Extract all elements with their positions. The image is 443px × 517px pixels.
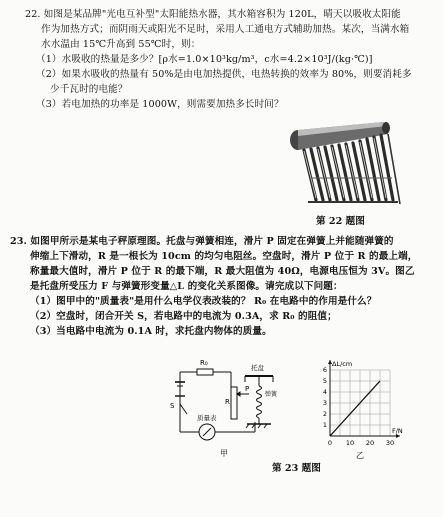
q22-line-1: 22. 如图是某品牌"光电互补型"太阳能热水器，其水箱容积为 120L，晴天以吸收太阳能 (25, 9, 401, 20)
mass-meter-label: 质量表 (197, 414, 217, 422)
x-tick-label: 30 (385, 439, 395, 447)
series-line (330, 381, 380, 436)
figure-jia-caption: 甲 (220, 449, 228, 458)
x-tick-label: 0 (327, 439, 333, 447)
r0-label: R₀ (200, 359, 208, 367)
figure-23-caption: 第 23 题图 (272, 463, 321, 474)
q22-line-4: （1）水吸收的热量是多少？[ρ水=1.0×10³kg/m³，c水=4.2×10³J/(kg·℃)] (36, 54, 373, 65)
y-axis-label: ΔL/cm (332, 360, 353, 368)
y-tick-label: 5 (322, 377, 327, 385)
solar-water-heater-image (288, 118, 406, 208)
figure-yi-caption: 乙 (356, 451, 364, 460)
q22-line-3: 水水温由 15℃升高到 55℃时，则： (41, 39, 201, 50)
resistor-r-label: R (225, 398, 230, 406)
q22-line-6: 少千瓦时的电能？ (50, 84, 128, 95)
x-tick-label: 20 (365, 439, 375, 447)
q23-line-2: 伸缩上下滑动，R 是一根长为 10cm 的均匀电阻丝。空盘时，滑片 P 位于 R 的最上端， (30, 251, 418, 262)
spring-label: 弹簧 (265, 391, 278, 398)
force-deformation-chart (316, 352, 412, 462)
q22-line-5: （2）如果水吸收的热量有 50%是由电加热提供，电热转换的效率为 80%，则要消耗多 (36, 69, 412, 80)
circuit-diagram (165, 352, 285, 462)
figure-22-caption: 第 22 题图 (316, 216, 365, 227)
y-tick-label: 1 (322, 421, 327, 429)
slider-p-label: P (245, 385, 250, 393)
y-tick-label: 6 (322, 366, 327, 374)
tray-label: 托盘 (251, 364, 264, 372)
y-tick-label: 4 (322, 388, 327, 396)
y-tick-label: 2 (322, 410, 327, 418)
x-tick-label: 10 (345, 439, 355, 447)
q23-line-1: 23. 如图甲所示是某电子秤原理图。托盘与弹簧相连，滑片 P 固定在弹簧上并能随弹簧的 (10, 236, 394, 247)
q22-line-2: 作为加热方式；而阴雨天或阳光不足时，采用人工通电方式辅助加热。某次，当满水箱 (41, 24, 410, 35)
y-tick-label: 3 (322, 399, 327, 407)
q23-line-7: （3）当电路中电流为 0.1A 时，求托盘内物体的质量。 (30, 326, 272, 337)
x-axis-label: F/N (392, 427, 403, 435)
switch-s-label: S (170, 402, 175, 410)
q23-line-5: （1）图甲中的"质量表"是用什么电学仪表改装的？ R₀ 在电路中的作用是什么？ (30, 296, 377, 307)
q23-line-3: 称量最大值时，滑片 P 位于 R 的最下端，R 最大阻值为 40Ω，电源电压恒为 3V。图乙 (30, 266, 415, 277)
q23-line-6: （2）空盘时，闭合开关 S，若电路中的电流为 0.3A，求 R₀ 的阻值； (30, 311, 337, 322)
q23-line-4: 是托盘所受压力 F 与弹簧形变量△L 的变化关系图像。请完成以下问题： (30, 281, 343, 292)
q22-line-7: （3）若电加热的功率是 1000W，则需要加热多长时间？ (36, 99, 284, 110)
